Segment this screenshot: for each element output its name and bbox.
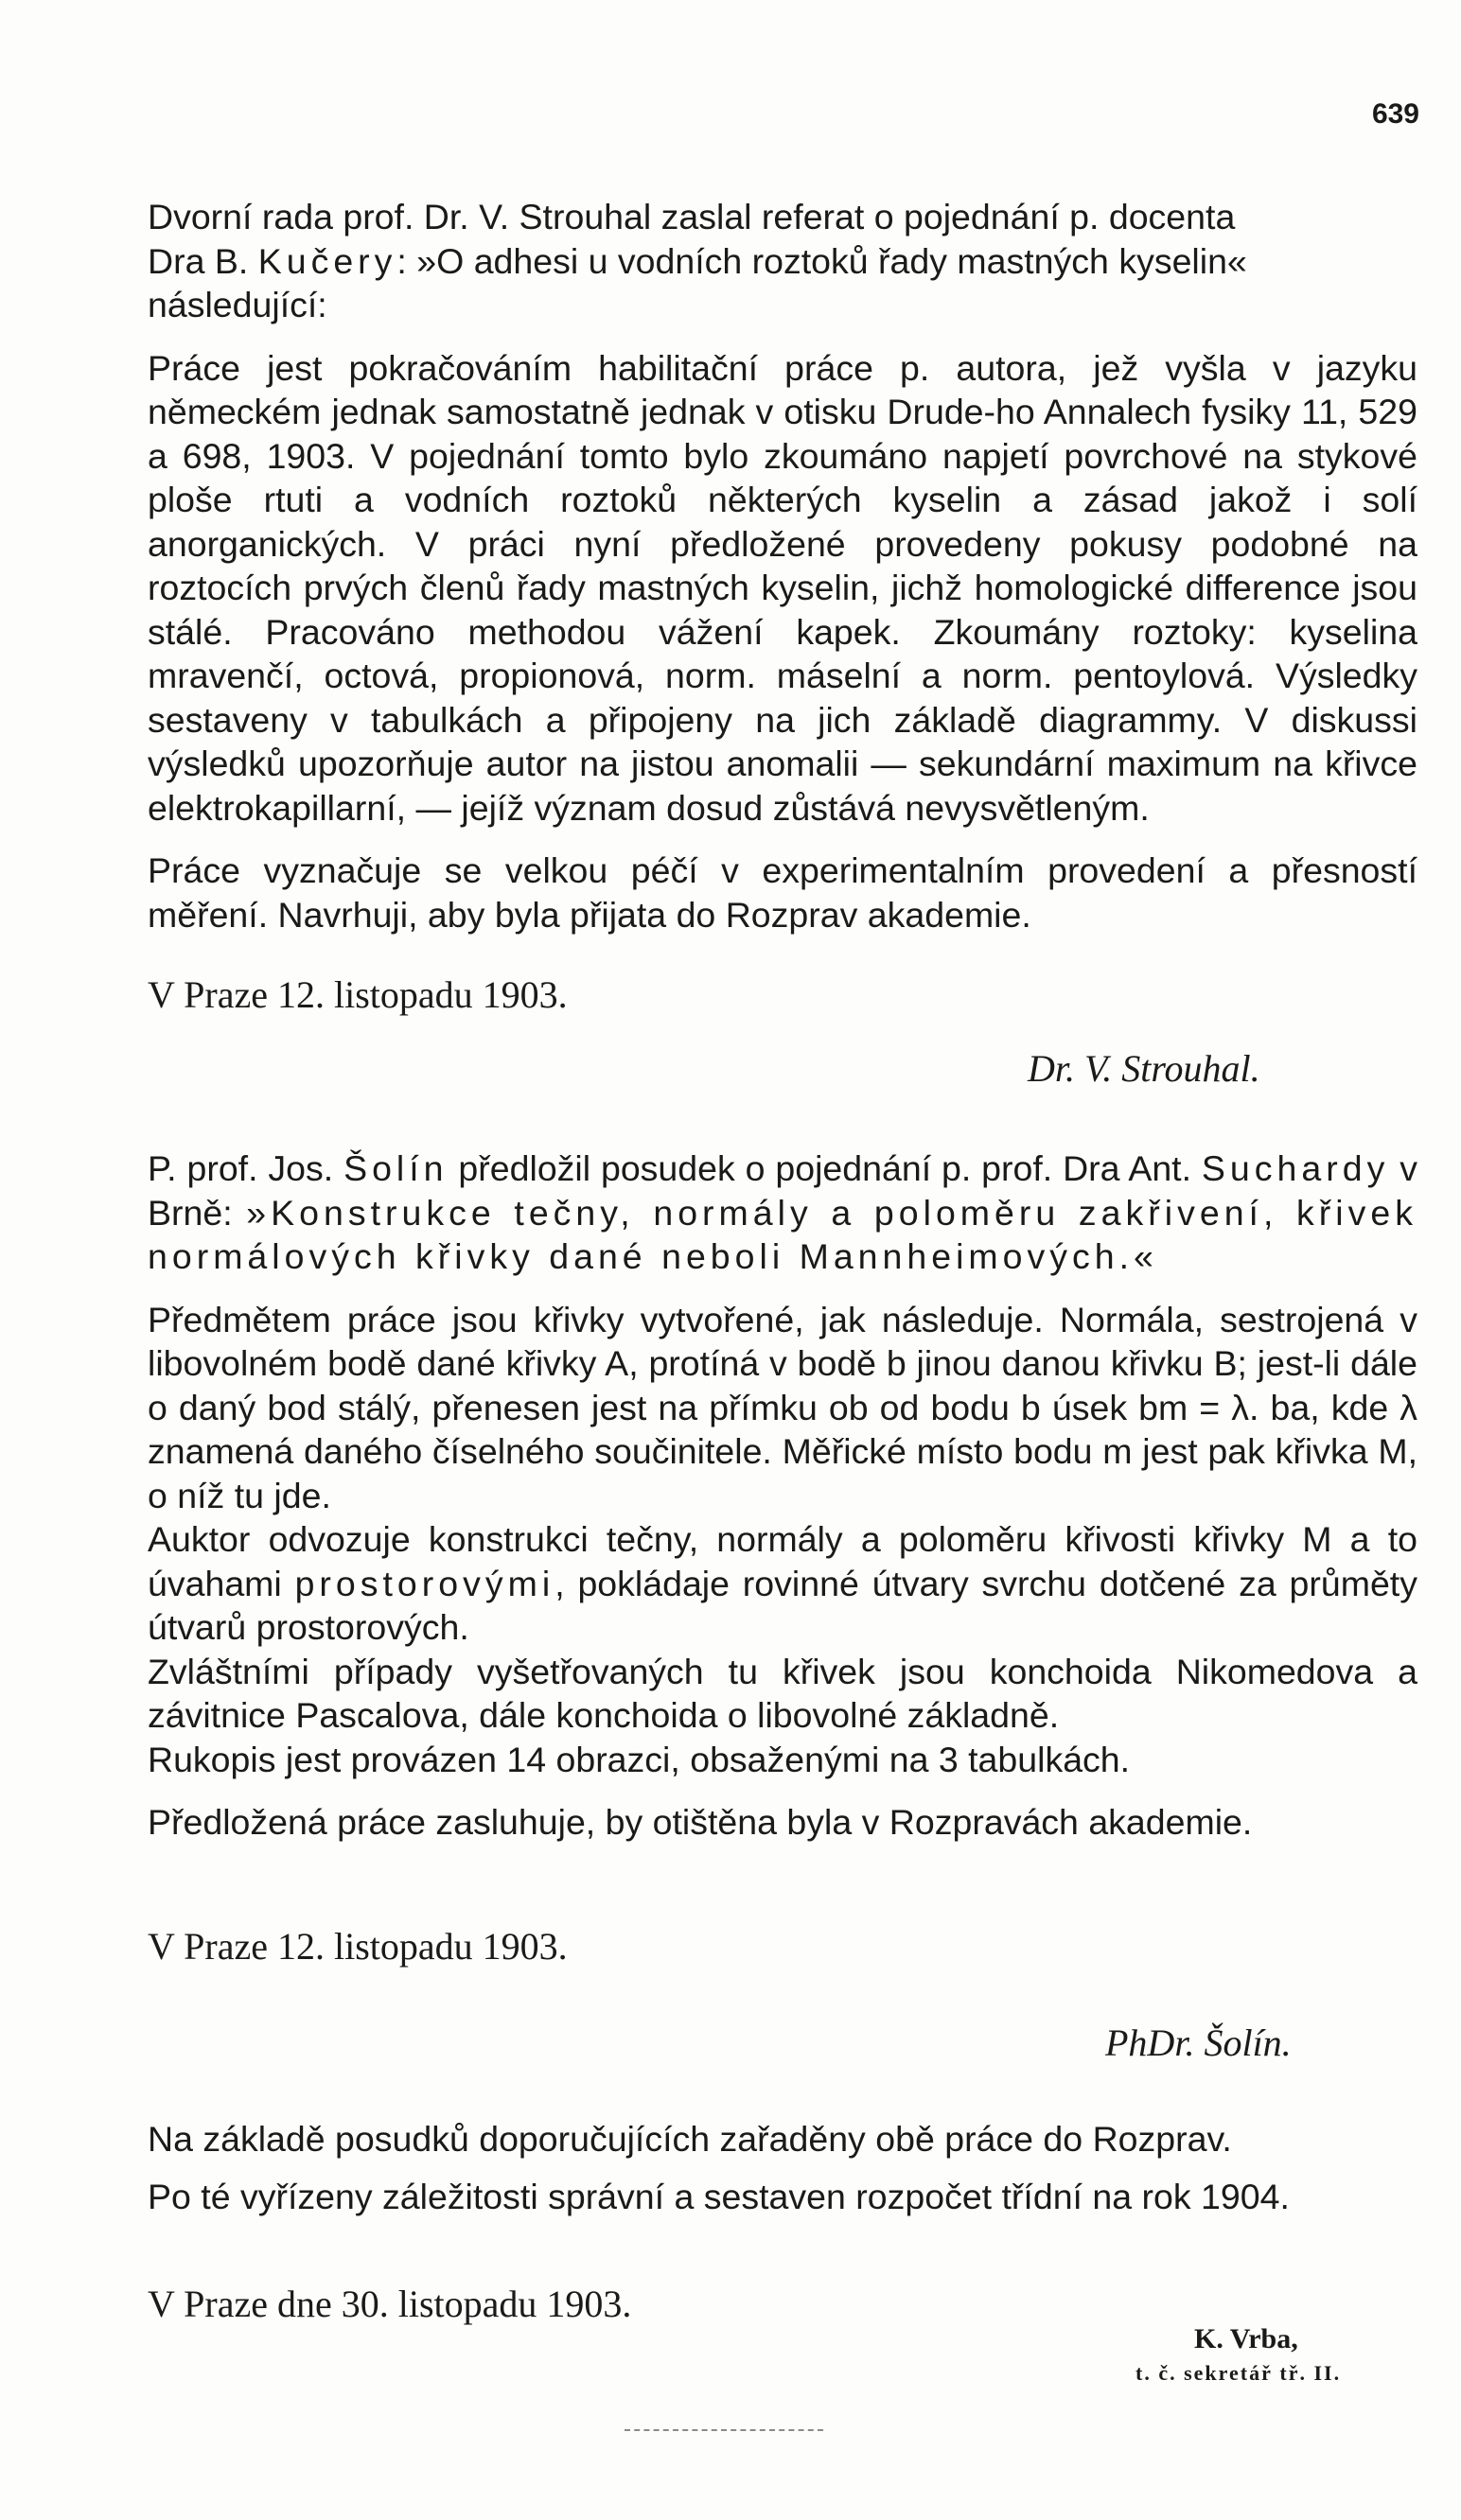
page-number: 639	[1371, 98, 1419, 130]
report-date-2: V Praze 12. listopadu 1903.	[148, 1925, 568, 1968]
solin-intro-b: předložil posudek o pojednání p. prof. Dra Ant.	[448, 1148, 1192, 1188]
closing-para-1: Na základě posudků doporučujících zařaděny obě práce do Rozprav.	[148, 2119, 1232, 2159]
report-body: Práce jest pokračováním habilitační práce p. autora, jež vyšla v jazyku německém jednak samostatně jednak v otisku Drude-ho Annalech fysiky 11, 529 a 698, 1903. V pojednání tomto bylo zkoumáno napjetí povrchové na stykové ploše rtuti a vodních roztoků některých kyselin a zásad jakož i solí anorganických. V práci nyní předložené provedeny pokusy podobné na roztocích prvých členů řady mastných kyselin, jichž homologické difference jsou stálé. Pracováno methodou vážení kapek. Zkoumány roztoky: kyselina mravenčí, octová, propionová, norm. máselní a norm. pentoylová. Výsledky sestaveny v tabulkách a připojeny na jich základě diagrammy. V diskussi výsledků upozorňuje autor na jistou anomalii — sekundární maximum na křivce elektrokapillarní, — jejíž význam dosud zůstává nevysvětleným.	[148, 347, 1417, 828]
closing-date: V Praze dne 30. listopadu 1903.	[148, 2283, 632, 2325]
solin-para-1: Předmětem práce jsou křivky vytvořené, jak následuje. Normála, sestrojená v libovolném bodě dané křivky A, protíná v bodě b jinou danou křivku B; jest-li dále o daný bod stálý, přenesen jest na přímku ob od bodu b úsek bm = λ. ba, kde λ znamená daného číselného součinitele. Měřické místo bodu m jest pak křivka M, o níž tu jde.	[148, 1299, 1417, 1515]
intro-line-1: Dvorní rada prof. Dr. V. Strouhal zaslal referat o pojednání p. docenta	[148, 197, 1236, 236]
author-name-solin: Šolín	[343, 1148, 449, 1188]
solin-intro-a: P. prof. Jos.	[148, 1148, 344, 1188]
signature-strouhal: Dr. V. Strouhal.	[1028, 1047, 1260, 1090]
signature-vrba-name: K. Vrba,	[1194, 2323, 1298, 2354]
intro-line-2a: Dra B.	[148, 240, 258, 281]
signature-solin: PhDr. Šolín.	[1105, 2021, 1292, 2064]
solin-para-4: Rukopis jest provázen 14 obrazci, obsaženými na 3 tabulkách.	[148, 1739, 1131, 1779]
solin-para-3: Zvláštními případy vyšetřovaných tu křivek jsou konchoida Nikomedova a závitnice Pascalova, dále konchoida o libovolné základně.	[148, 1651, 1417, 1735]
author-name-kucera: Kučery	[257, 240, 397, 281]
report-date-1: V Praze 12. listopadu 1903.	[148, 973, 568, 1016]
solin-para-2-spaced: prostorovými	[294, 1563, 555, 1603]
section-strouhal-report	[148, 195, 1417, 936]
solin-para-5: Předložená práce zasluhuje, by otištěna byla v Rozpravách akademie.	[148, 1802, 1253, 1842]
solin-para-2a: Auktor odvozuje konstrukci tečny, normály a poloměru křivosti křivky M a to úvahami	[148, 1519, 1417, 1603]
section-solin-report	[148, 1146, 1417, 1845]
work-title: »Konstrukce tečny, normály a poloměru zakřivení, křivek normálových křivky dané neboli Mannheimových.«	[148, 1192, 1417, 1276]
report-recommendation: Práce vyznačuje se velkou péčí v experimentalním provedení a přesností měření. Navrhuji, aby byla přijata do Rozprav akademie.	[148, 850, 1417, 935]
intro-line-3: následující:	[148, 285, 327, 324]
solin-para-2	[148, 1517, 1417, 1650]
closing-para-2: Po té vyřízeny záležitosti správní a sestaven rozpočet třídní na rok 1904.	[148, 2176, 1290, 2216]
intro-line	[148, 195, 1417, 327]
author-name-sucharda: Suchardy	[1201, 1148, 1390, 1188]
intro-line-2b: : »O adhesi u vodních roztoků řady mastných kyselin«	[396, 240, 1247, 281]
section-closing	[148, 2117, 1417, 2218]
solin-intro	[148, 1146, 1417, 1279]
solin-para-2b: , pokládaje rovinné útvary svrchu dotčené za průměty útvarů prostorových.	[148, 1563, 1417, 1647]
footer-divider	[625, 2429, 823, 2431]
solin-intro-c: v Brně:	[148, 1148, 1417, 1233]
signature-vrba-title: t. č. sekretář tř. II.	[1135, 2361, 1342, 2385]
